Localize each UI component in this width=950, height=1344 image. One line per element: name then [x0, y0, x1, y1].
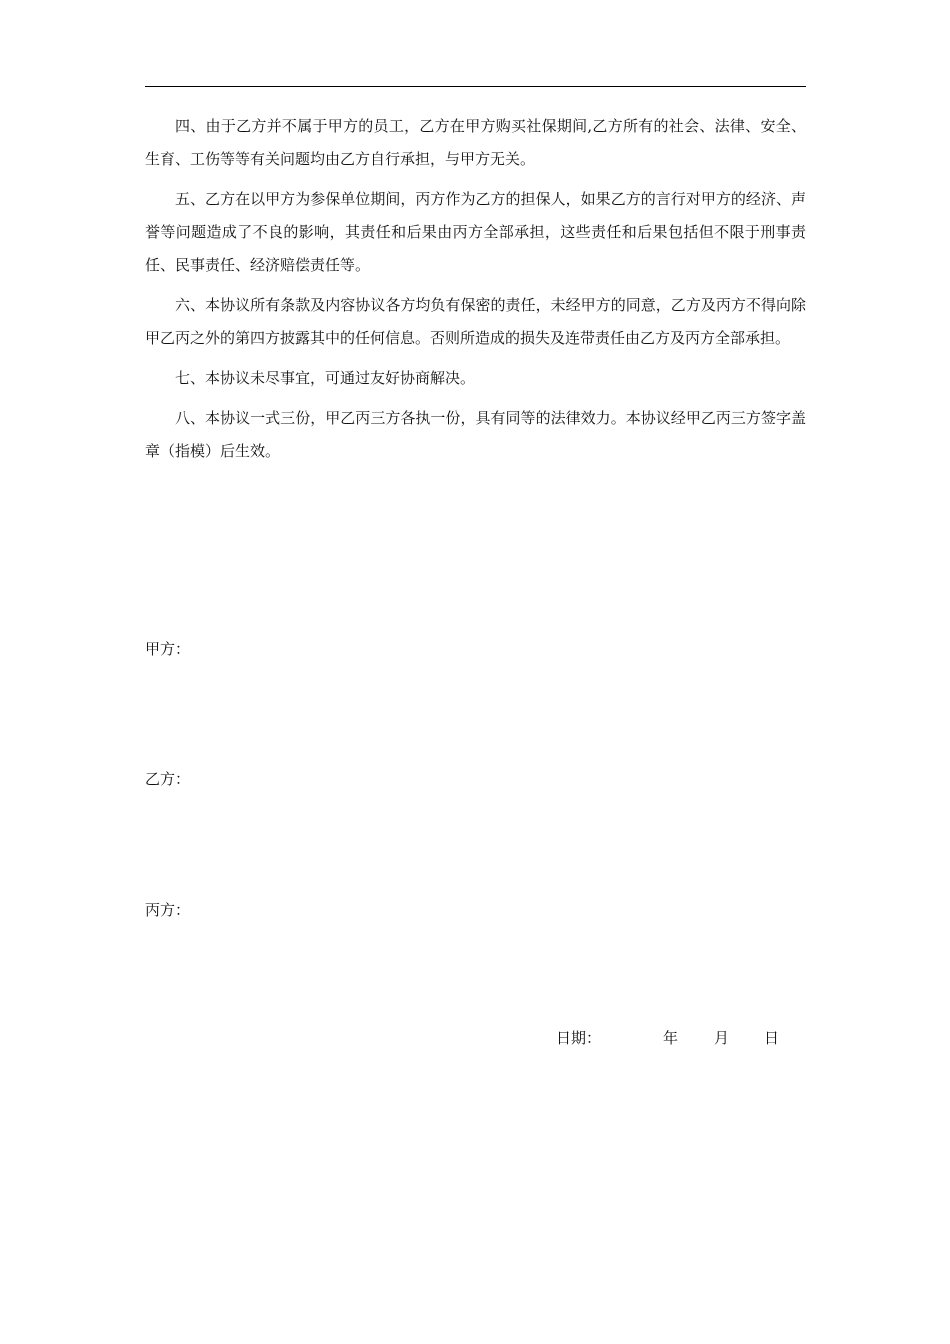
party-b-signature-label: 乙方： [145, 770, 191, 788]
clause-7: 七、本协议未尽事宜，可通过友好协商解决。 [175, 369, 476, 387]
date-year: 年 [663, 1029, 679, 1047]
party-a-signature-label: 甲方： [145, 640, 191, 658]
header-rule [145, 86, 806, 87]
clause-4: 四、由于乙方并不属于甲方的员工，乙方在甲方购买社保期间,乙方所有的社会、法律、安全、生育、工伤等等有关问题均由乙方自行承担，与甲方无关。 [145, 117, 806, 168]
party-c-signature-label: 丙方： [145, 901, 191, 919]
clause-8: 八、本协议一式三份，甲乙丙三方各执一份，具有同等的法律效力。本协议经甲乙丙三方签字盖章（指模）后生效。 [145, 409, 806, 460]
clause-6: 六、本协议所有条款及内容协议各方均负有保密的责任，未经甲方的同意，乙方及丙方不得向除甲乙丙之外的第四方披露其中的任何信息。否则所造成的损失及连带责任由乙方及丙方全部承担。 [145, 296, 806, 347]
date-day: 日 [764, 1029, 780, 1047]
clause-5: 五、乙方在以甲方为参保单位期间，丙方作为乙方的担保人，如果乙方的言行对甲方的经济、声誉等问题造成了不良的影响，其责任和后果由丙方全部承担，这些责任和后果包括但不限于刑事责任、民事责任、经济赔偿责任等。 [145, 190, 806, 274]
date-month: 月 [714, 1029, 730, 1047]
date-label: 日期： [556, 1029, 602, 1047]
date-line [556, 1028, 779, 1048]
agreement-clauses [145, 110, 806, 475]
